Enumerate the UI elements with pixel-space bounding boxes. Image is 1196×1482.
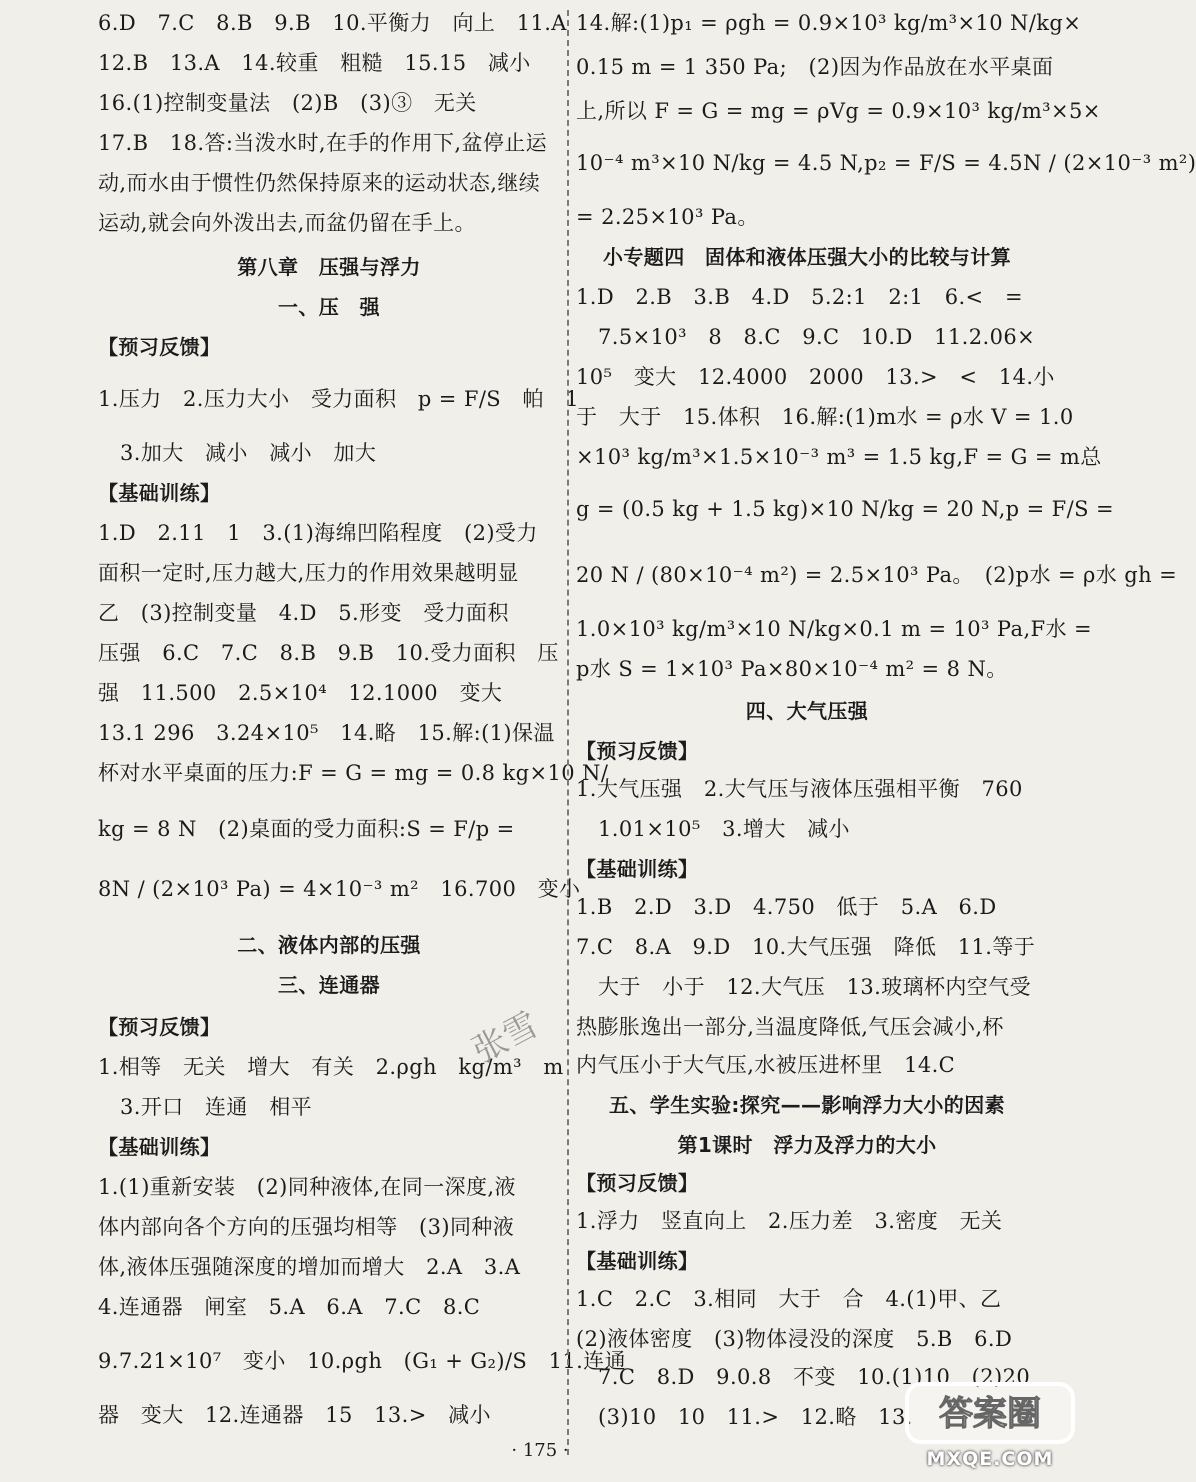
text-line: 体,液体压强随深度的增加而增大 2.A 3.A — [98, 1255, 521, 1279]
subsection-label: 【基础训练】 — [576, 1249, 699, 1273]
text-line: 1.C 2.C 3.相同 大于 合 4.(1)甲、乙 — [576, 1287, 1002, 1311]
text-line: 14.解:(1)p₁ = ρgh = 0.9×10³ kg/m³×10 N/kg× — [576, 11, 1082, 35]
text-line: p水 S = 1×10³ Pa×80×10⁻⁴ m² = 8 N。 — [576, 657, 1008, 681]
subsection-label: 【基础训练】 — [98, 481, 221, 505]
text-line: 于 大于 15.体积 16.解:(1)m水 = ρ水 V = 1.0 — [576, 405, 1074, 429]
text-line: 内气压小于大气压,水被压进杯里 14.C — [576, 1053, 956, 1077]
text-line: (3)10 10 11.> 12.略 13. — [598, 1405, 913, 1429]
text-line: 10⁵ 变大 12.4000 2000 13.> < 14.小 — [576, 365, 1055, 389]
text-line: 10⁻⁴ m³×10 N/kg = 4.5 N,p₂ = F/S = 4.5N / (2×10⁻³ m²) — [576, 151, 1196, 175]
site-watermark — [905, 1380, 1075, 1475]
text-line: 7.C 8.A 9.D 10.大气压强 降低 11.等于 — [576, 935, 1036, 959]
text-line: 17.B 18.答:当泼水时,在手的作用下,盆停止运 — [98, 131, 548, 155]
svg-text:答案圈: 答案圈 — [939, 1394, 1041, 1434]
text-line: 1.(1)重新安装 (2)同种液体,在同一深度,液 — [98, 1175, 516, 1199]
text-line: 运动,就会向外泼出去,而盆仍留在手上。 — [98, 211, 476, 235]
subsection-label: 【预习反馈】 — [98, 335, 221, 359]
text-line: (2)液体密度 (3)物体浸没的深度 5.B 6.D — [576, 1327, 1013, 1351]
subsection-label: 【预习反馈】 — [98, 1015, 221, 1039]
text-line: 3.开口 连通 相平 — [120, 1095, 313, 1119]
handwritten-stamp: 张雪 — [466, 1004, 545, 1072]
subsection-label: 【预习反馈】 — [576, 739, 699, 763]
text-line: 1.压力 2.压力大小 受力面积 p = F/S 帕 1 — [98, 387, 580, 411]
chapter-title: 第八章 压强与浮力 — [237, 255, 421, 279]
subsection-label: 【基础训练】 — [576, 857, 699, 881]
section-title: 五、学生实验:探究——影响浮力大小的因素 — [609, 1093, 1005, 1117]
text-line: 面积一定时,压力越大,压力的作用效果越明显 — [98, 561, 519, 585]
text-line: 7.C 8.D 9.0.8 不变 10.(1)10 (2)20 — [598, 1365, 1031, 1389]
text-line: kg = 8 N (2)桌面的受力面积:S = F/p = — [98, 817, 515, 841]
text-line: 0.15 m = 1 350 Pa; (2)因为作品放在水平桌面 — [576, 55, 1054, 79]
text-line: 6.D 7.C 8.B 9.B 10.平衡力 向上 11.A — [98, 11, 567, 35]
text-line: 1.D 2.11 1 3.(1)海绵凹陷程度 (2)受力 — [98, 521, 538, 545]
text-line: 1.D 2.B 3.B 4.D 5.2:1 2:1 6.< = — [576, 285, 1023, 309]
watermark-url: MXQE.COM — [926, 1448, 1054, 1470]
text-line: 热膨胀逸出一部分,当温度降低,气压会减小,杯 — [576, 1015, 1004, 1039]
text-line: 13.1 296 3.24×10⁵ 14.略 15.解:(1)保温 — [98, 721, 555, 745]
section-title: 四、大气压强 — [745, 699, 869, 723]
text-line: 8N / (2×10³ Pa) = 4×10⁻³ m² 16.700 变小 — [98, 877, 581, 901]
text-line: 1.B 2.D 3.D 4.750 低于 5.A 6.D — [576, 895, 997, 919]
text-line: = 2.25×10³ Pa。 — [576, 205, 759, 229]
text-line: 20 N / (80×10⁻⁴ m²) = 2.5×10³ Pa。 (2)p水 = ρ水 gh = — [576, 563, 1178, 587]
text-line: 杯对水平桌面的压力:F = G = mg = 0.8 kg×10 N/ — [98, 761, 609, 785]
column-divider — [567, 10, 569, 1455]
section-title: 一、压 强 — [278, 295, 380, 319]
text-line: 大于 小于 12.大气压 13.玻璃杯内空气受 — [598, 975, 1031, 999]
lesson-title: 第1课时 浮力及浮力的大小 — [677, 1133, 937, 1157]
text-line: 4.连通器 闸室 5.A 6.A 7.C 8.C — [98, 1295, 481, 1319]
text-line: 3.加大 减小 减小 加大 — [120, 441, 377, 465]
text-line: 12.B 13.A 14.较重 粗糙 15.15 减小 — [98, 51, 531, 75]
text-line: 1.大气压强 2.大气压与液体压强相平衡 760 — [576, 777, 1023, 801]
text-line: 体内部向各个方向的压强均相等 (3)同种液 — [98, 1215, 515, 1239]
text-line: 动,而水由于惯性仍然保持原来的运动状态,继续 — [98, 171, 541, 195]
text-line: 1.浮力 竖直向上 2.压力差 3.密度 无关 — [576, 1209, 1003, 1233]
text-line: 1.01×10⁵ 3.增大 减小 — [598, 817, 850, 841]
text-line: 7.5×10³ 8 8.C 9.C 10.D 11.2.06× — [598, 325, 1036, 349]
text-line: 乙 (3)控制变量 4.D 5.形变 受力面积 — [98, 601, 509, 625]
text-line: 9.7.21×10⁷ 变小 10.ρgh (G₁ + G₂)/S 11.连通 — [98, 1349, 627, 1373]
subsection-label: 【预习反馈】 — [576, 1171, 699, 1195]
text-line: 压强 6.C 7.C 8.B 9.B 10.受力面积 压 — [98, 641, 559, 665]
text-line: 器 变大 12.连通器 15 13.> 减小 — [98, 1403, 491, 1427]
section-title: 小专题四 固体和液体压强大小的比较与计算 — [603, 245, 1011, 269]
subsection-label: 【基础训练】 — [98, 1135, 221, 1159]
text-line: ×10³ kg/m³×1.5×10⁻³ m³ = 1.5 kg,F = G = m总 — [576, 445, 1102, 469]
watermark-logo-icon — [905, 1380, 1075, 1446]
text-line: 上,所以 F = G = mg = ρVg = 0.9×10³ kg/m³×5× — [576, 99, 1101, 123]
text-line: 1.0×10³ kg/m³×10 N/kg×0.1 m = 10³ Pa,F水 = — [576, 617, 1092, 641]
section-title: 三、连通器 — [278, 973, 380, 997]
text-line: 1.相等 无关 增大 有关 2.ρgh kg/m³ m — [98, 1055, 564, 1079]
text-line: 16.(1)控制变量法 (2)B (3)③ 无关 — [98, 91, 477, 115]
text-line: 强 11.500 2.5×10⁴ 12.1000 变大 — [98, 681, 503, 705]
section-title: 二、液体内部的压强 — [237, 933, 421, 957]
page-number: · 175 · — [511, 1440, 569, 1461]
text-line: g = (0.5 kg + 1.5 kg)×10 N/kg = 20 N,p = F/S = — [576, 497, 1114, 521]
